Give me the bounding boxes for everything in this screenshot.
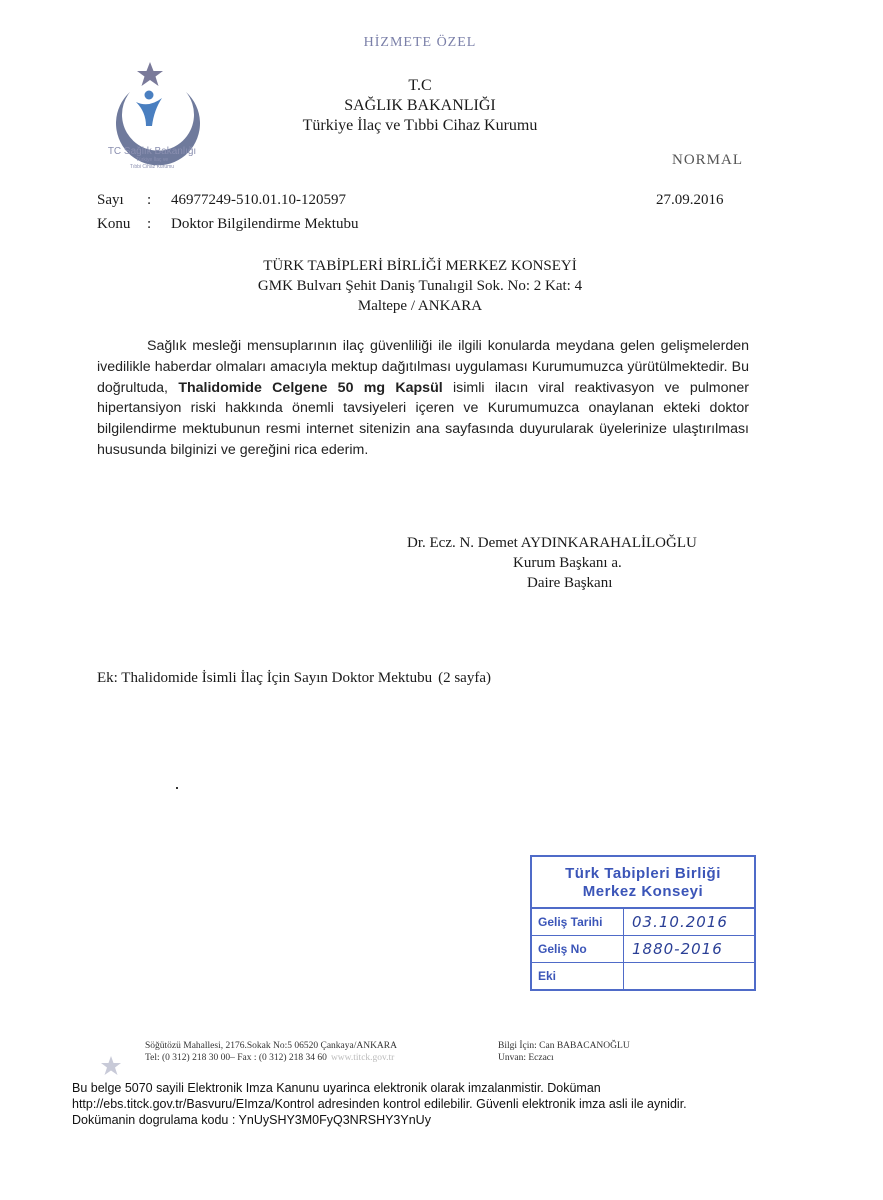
number-separator: :: [147, 192, 152, 208]
ministry-tc: T.C: [408, 77, 432, 94]
attachment-text: Ek: Thalidomide İsimli İlaç İçin Sayın Doktor Mektubu: [97, 670, 433, 686]
body-part2: isimli ilacın viral reaktivasyon ve pulmoner hipertansiyon riski hakkında önemli tavsiyeleri içeren ve Kurumumuzca onaylanan ekteki doktor bilgilendirme mektubunun resmi internet sitenizin ana sayfasında duyurularak üyelerinize ulaştırılması hususunda bilginizi ve gereğini rica ederim.: [97, 379, 750, 458]
stamp-title-line2: Merkez Konseyi: [582, 883, 704, 900]
ministry-header: [0, 76, 840, 136]
priority-label: NORMAL: [672, 152, 744, 168]
body-part1: Sağlık mesleği mensuplarının ilaç güvenliliği ile ilgili konularda meydana gelen gelişmelerden ivedilikle haberdar olmaları amacıyla mektup dağıtılması uygulaması Kurumumuzca yürütülmektedir. Bu doğrultuda,: [97, 338, 749, 396]
esign-line1: Bu belge 5070 sayili Elektronik Imza Kanunu uyarinca elektronik olarak imzalanmistir. Doküman: [72, 1081, 601, 1095]
footer-phone-line: [145, 1052, 397, 1064]
footer-website: www.titck.gov.tr: [330, 1053, 395, 1063]
subject-value: Doktor Bilgilendirme Mektubu: [171, 216, 359, 232]
receipt-stamp: [530, 855, 756, 991]
recipient-address: GMK Bulvarı Şehit Daniş Tunalıgil Sok. No: 2 Kat: 4: [257, 278, 583, 294]
footer-address: Söğütözü Mahallesi, 2176.Sokak No:5 06520 Çankaya/ANKARA: [145, 1041, 397, 1051]
number-label: Sayı: [97, 192, 124, 208]
recipient-city: Maltepe / ANKARA: [357, 298, 483, 314]
number-row: [97, 188, 346, 212]
esign-line3: Dokümanin dogrulama kodu : YnUySHY3M0FyQ3NRSHY3YnUy: [72, 1113, 431, 1127]
stamp-title: [532, 857, 754, 909]
drug-name: Thalidomide Celgene 50 mg Kapsül: [178, 379, 443, 396]
scan-dot: [176, 787, 178, 789]
stamp-value-number: 1880-2016: [632, 940, 723, 958]
agency-name: Türkiye İlaç ve Tıbbi Cihaz Kurumu: [302, 117, 538, 134]
document-date: 27.09.2016: [656, 192, 724, 208]
stamp-value-date: 03.10.2016: [632, 913, 728, 931]
letter-body: [97, 336, 749, 461]
subject-label: Konu: [97, 216, 131, 232]
recipient-name: TÜRK TABİPLERİ BİRLİĞİ MERKEZ KONSEYİ: [263, 258, 577, 274]
subject-separator: :: [147, 216, 152, 232]
footer-contact-block: [498, 1040, 630, 1064]
signatory-name: Dr. Ecz. N. Demet AYDINKARAHALİLOĞLU: [407, 535, 697, 551]
footer-info-contact: Bilgi İçin: Can BABACANOĞLU: [498, 1041, 630, 1051]
logo-caption-sub1: Türkiye İlaç ve: [135, 157, 169, 163]
stamp-row-attachment: [532, 963, 754, 989]
footer-star-icon: [100, 1055, 122, 1077]
footer-phone: Tel: (0 312) 218 30 00– Fax : (0 312) 218 34 60: [145, 1053, 327, 1063]
stamp-row-date: [532, 909, 754, 936]
ministry-name: SAĞLIK BAKANLIĞI: [344, 97, 496, 114]
recipient-block: [0, 256, 840, 316]
subject-row: [97, 212, 358, 236]
number-value: 46977249-510.01.10-120597: [171, 192, 346, 208]
stamp-title-line1: Türk Tabipleri Birliği: [565, 865, 721, 882]
classification-label: HİZMETE ÖZEL: [363, 35, 477, 50]
footer-address-block: [145, 1040, 397, 1064]
attachment-line: [97, 670, 491, 687]
logo-caption: [100, 146, 204, 171]
stamp-label-date: Geliş Tarihi: [532, 909, 624, 935]
stamp-label-attachment: Eki: [532, 963, 624, 989]
esign-line2: http://ebs.titck.gov.tr/Basvuru/EImza/Kontrol adresinden kontrol edilebilir. Güvenli elektronik imza asli ile aynidir.: [72, 1097, 687, 1111]
stamp-label-number: Geliş No: [532, 936, 624, 962]
footer-info-title: Unvan: Eczacı: [498, 1053, 554, 1063]
stamp-row-number: [532, 936, 754, 963]
signatory-title2: Daire Başkanı: [527, 575, 613, 591]
attachment-pages: (2 sayfa): [438, 670, 491, 686]
logo-caption-title: TC Sağlık Bakanlığı: [107, 146, 197, 157]
logo-caption-sub2: Tıbbi Cihaz Kurumu: [129, 164, 175, 170]
signatory-title1: Kurum Başkanı a.: [513, 555, 622, 571]
stamp-value-attachment: [624, 963, 754, 989]
esignature-notice: [72, 1080, 862, 1128]
